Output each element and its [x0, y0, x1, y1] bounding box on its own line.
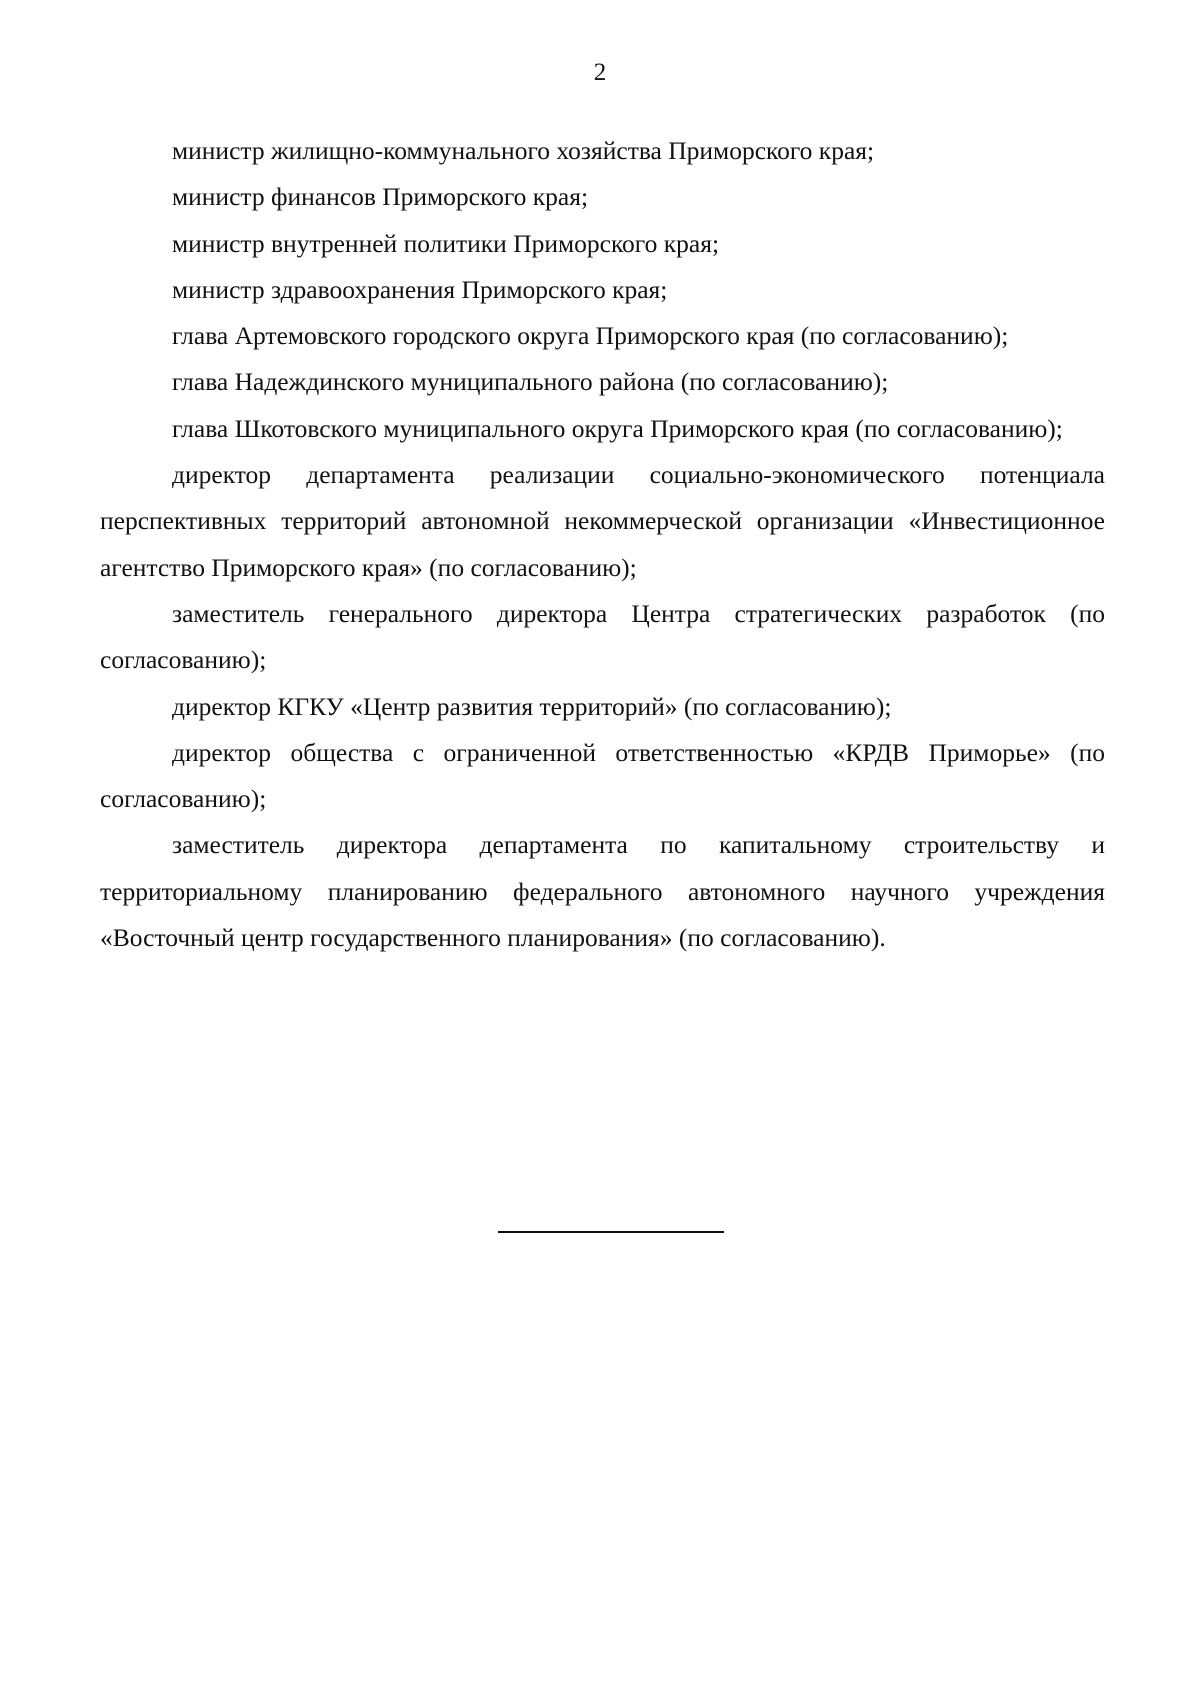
list-item: директор департамента реализации социально-экономического потенциала перспективных территорий автономной некоммерческой организации «Инвестиционное агентство Приморского края» (по согласованию); — [100, 460, 1105, 582]
list-item: министр здравоохранения Приморского края; — [172, 274, 668, 304]
list-item: глава Артемовского городского округа Приморского края (по согласованию); — [172, 321, 1009, 351]
list-item: министр жилищно-коммунального хозяйства Приморского края; — [172, 136, 875, 165]
member-list — [100, 128, 1105, 961]
list-item: директор КГКУ «Центр развития территорий» (по согласованию); — [172, 691, 892, 721]
list-item: министр внутренней политики Приморского края; — [172, 228, 720, 258]
list-item: заместитель генерального директора Центра стратегических разработок (по согласованию); — [100, 598, 1105, 675]
end-separator-line — [498, 1231, 724, 1233]
list-item: глава Надеждинского муниципального района (по согласованию); — [172, 367, 889, 397]
list-item: министр финансов Приморского края; — [172, 182, 589, 212]
page-number: 2 — [593, 59, 607, 86]
list-item: заместитель директора департамента по капитальному строительству и территориальному планированию федерального автономного научного учреждения «Восточный центр государственного планирования» (по согласованию). — [100, 830, 1105, 953]
list-item: глава Шкотовского муниципального округа Приморского края (по согласованию); — [172, 413, 1063, 443]
list-item: директор общества с ограниченной ответственностью «КРДВ Приморье» (по согласованию); — [100, 737, 1105, 814]
